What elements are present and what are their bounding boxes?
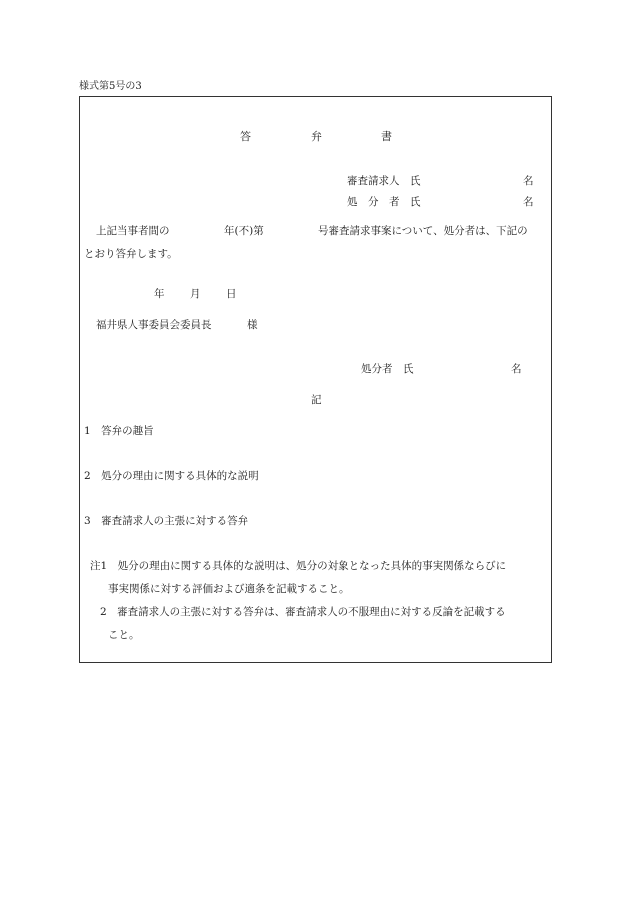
date-day: 日 <box>226 288 237 300</box>
case-year-label: 年(不)第 <box>224 225 264 237</box>
requester-label: 審査請求人 氏 <box>347 175 421 187</box>
requester-name-suffix: 名 <box>523 175 534 187</box>
addressee-name: 福井県人事委員会委員長 <box>96 319 212 331</box>
date-month: 月 <box>190 288 201 300</box>
intro-text-start: 上記当事者間の <box>96 225 170 237</box>
title-char: 書 <box>381 130 392 143</box>
signer-label: 処分者 氏 <box>361 363 414 375</box>
signer-name-suffix: 名 <box>511 363 522 375</box>
intro-text-end: とおり答弁します。 <box>84 248 178 260</box>
form-number: 様式第5号の3 <box>79 81 142 92</box>
note-1-line-1: 注1 処分の理由に関する具体的な説明は、処分の対象となった具体的事実関係ならびに <box>90 560 507 572</box>
item-disposition-reasons: 2 処分の理由に関する具体的な説明 <box>84 470 259 482</box>
item-response-to-claims: 3 審査請求人の主張に対する答弁 <box>84 515 249 527</box>
date-year: 年 <box>154 288 165 300</box>
note-2-line-2: こと。 <box>108 629 140 641</box>
item-answer-purpose: 1 答弁の趣旨 <box>84 425 154 437</box>
case-number-text: 号審査請求事案について、処分者は、下記の <box>318 225 528 237</box>
note-1-line-2: 事実関係に対する評価および適条を記載すること。 <box>108 583 350 595</box>
agency-name-suffix: 名 <box>523 196 534 208</box>
document-frame <box>79 96 552 663</box>
addressee-honorific: 様 <box>247 319 258 331</box>
agency-label: 処 分 者 氏 <box>347 196 421 208</box>
note-2-line-1: 2 審査請求人の主張に対する答弁は、審査請求人の不服理由に対する反論を記載する <box>100 606 506 618</box>
title-char: 答 <box>240 130 251 143</box>
ki-heading: 記 <box>311 394 322 406</box>
title-char: 弁 <box>311 130 322 143</box>
